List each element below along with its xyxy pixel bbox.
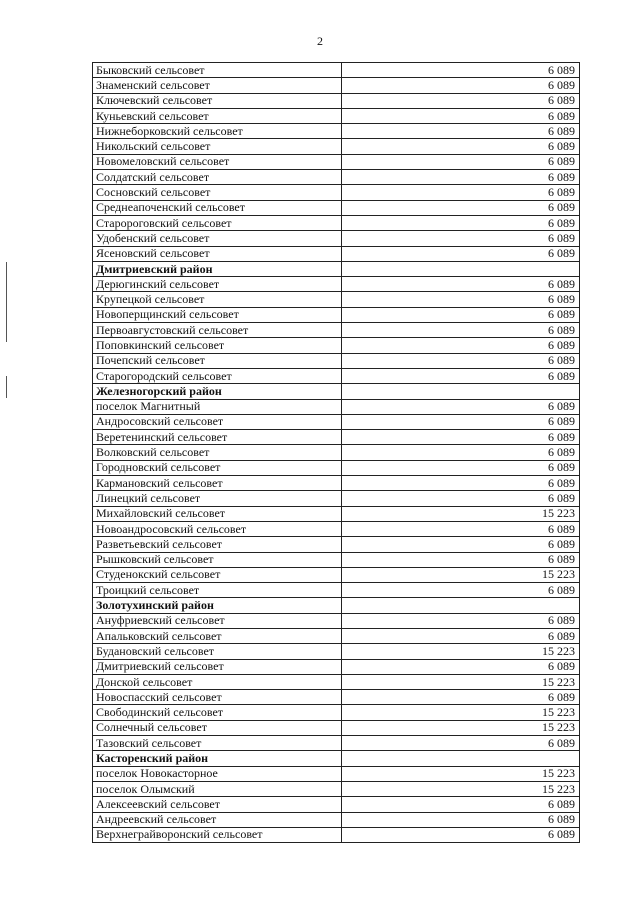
amount-cell: 6 089: [342, 78, 580, 93]
amount-cell: [342, 751, 580, 766]
municipality-name: Троицкий сельсовет: [93, 583, 342, 598]
table-row: [93, 154, 580, 169]
table-body: [93, 63, 580, 843]
table-row: [93, 307, 580, 322]
table-row: [93, 659, 580, 674]
table-row: [93, 781, 580, 796]
table-row: [93, 231, 580, 246]
municipality-name: Новоандросовский сельсовет: [93, 521, 342, 536]
table-row: [93, 476, 580, 491]
table-row: [93, 613, 580, 628]
municipality-name: Михайловский сельсовет: [93, 506, 342, 521]
amount-cell: 15 223: [342, 674, 580, 689]
amount-cell: 6 089: [342, 215, 580, 230]
amount-cell: 15 223: [342, 705, 580, 720]
table-row: [93, 827, 580, 842]
amount-cell: 6 089: [342, 108, 580, 123]
amount-cell: 6 089: [342, 736, 580, 751]
municipality-name: Ключевский сельсовет: [93, 93, 342, 108]
municipality-name: Студенокский сельсовет: [93, 567, 342, 582]
municipality-name: Новомеловский сельсовет: [93, 154, 342, 169]
municipality-name: Разветьевский сельсовет: [93, 537, 342, 552]
table-row: [93, 338, 580, 353]
district-header-row: [93, 598, 580, 613]
municipality-name: Старогородский сельсовет: [93, 368, 342, 383]
table-row: [93, 63, 580, 78]
amount-cell: 6 089: [342, 399, 580, 414]
amount-cell: 6 089: [342, 353, 580, 368]
amount-cell: 6 089: [342, 690, 580, 705]
municipality-name: Никольский сельсовет: [93, 139, 342, 154]
amount-cell: 6 089: [342, 323, 580, 338]
municipality-name: Среднеапоченский сельсовет: [93, 200, 342, 215]
amount-cell: 6 089: [342, 521, 580, 536]
table-row: [93, 491, 580, 506]
amount-cell: 15 223: [342, 644, 580, 659]
municipality-name: Знаменский сельсовет: [93, 78, 342, 93]
amount-cell: 6 089: [342, 552, 580, 567]
municipality-name: поселок Магнитный: [93, 399, 342, 414]
margin-mark: [6, 262, 7, 342]
district-name: Касторенский район: [93, 751, 342, 766]
municipality-name: Дерюгинский сельсовет: [93, 277, 342, 292]
table-row: [93, 215, 580, 230]
municipality-name: Старороговский сельсовет: [93, 215, 342, 230]
amount-cell: 6 089: [342, 200, 580, 215]
amount-cell: [342, 384, 580, 399]
municipality-name: Дмитриевский сельсовет: [93, 659, 342, 674]
municipality-name: Апальковский сельсовет: [93, 628, 342, 643]
district-name: Дмитриевский район: [93, 261, 342, 276]
table-row: [93, 445, 580, 460]
amount-cell: [342, 598, 580, 613]
district-name: Железногорский район: [93, 384, 342, 399]
municipality-name: Первоавгустовский сельсовет: [93, 323, 342, 338]
municipality-name: Кармановский сельсовет: [93, 476, 342, 491]
municipality-name: Андросовский сельсовет: [93, 414, 342, 429]
amount-cell: 6 089: [342, 414, 580, 429]
amount-cell: 6 089: [342, 827, 580, 842]
table-row: [93, 812, 580, 827]
amount-cell: 6 089: [342, 659, 580, 674]
amount-cell: 15 223: [342, 781, 580, 796]
amount-cell: 6 089: [342, 476, 580, 491]
municipality-name: Поповкинский сельсовет: [93, 338, 342, 353]
municipality-name: Будановский сельсовет: [93, 644, 342, 659]
municipality-name: Сосновский сельсовет: [93, 185, 342, 200]
municipality-name: Свободинский сельсовет: [93, 705, 342, 720]
municipality-name: Новоперщинский сельсовет: [93, 307, 342, 322]
table-row: [93, 108, 580, 123]
municipality-name: Алексеевский сельсовет: [93, 797, 342, 812]
amount-cell: 6 089: [342, 628, 580, 643]
municipality-name: Ануфриевский сельсовет: [93, 613, 342, 628]
table-row: [93, 537, 580, 552]
amount-cell: 6 089: [342, 277, 580, 292]
municipality-name: поселок Новокасторное: [93, 766, 342, 781]
table-row: [93, 399, 580, 414]
municipality-name: Тазовский сельсовет: [93, 736, 342, 751]
amount-cell: 6 089: [342, 812, 580, 827]
table-row: [93, 797, 580, 812]
amount-cell: 6 089: [342, 583, 580, 598]
municipality-name: Куньевский сельсовет: [93, 108, 342, 123]
amount-cell: 6 089: [342, 63, 580, 78]
amount-cell: 15 223: [342, 506, 580, 521]
table-row: [93, 736, 580, 751]
allocation-table: [92, 62, 580, 843]
table-row: [93, 353, 580, 368]
amount-cell: 6 089: [342, 430, 580, 445]
table-row: [93, 460, 580, 475]
table-row: [93, 185, 580, 200]
table-row: [93, 277, 580, 292]
table-row: [93, 567, 580, 582]
municipality-name: Верхнеграйворонский сельсовет: [93, 827, 342, 842]
table-row: [93, 93, 580, 108]
amount-cell: 6 089: [342, 185, 580, 200]
page-number: 2: [317, 34, 323, 48]
amount-cell: 15 223: [342, 720, 580, 735]
amount-cell: [342, 261, 580, 276]
district-header-row: [93, 261, 580, 276]
table-row: [93, 705, 580, 720]
table-row: [93, 323, 580, 338]
table-row: [93, 430, 580, 445]
amount-cell: 6 089: [342, 797, 580, 812]
table-row: [93, 246, 580, 261]
amount-cell: 6 089: [342, 170, 580, 185]
municipality-name: Крупецкой сельсовет: [93, 292, 342, 307]
amount-cell: 6 089: [342, 93, 580, 108]
amount-cell: 6 089: [342, 154, 580, 169]
municipality-name: Андреевский сельсовет: [93, 812, 342, 827]
amount-cell: 6 089: [342, 246, 580, 261]
table-row: [93, 200, 580, 215]
municipality-name: Донской сельсовет: [93, 674, 342, 689]
municipality-name: Ясеновский сельсовет: [93, 246, 342, 261]
amount-cell: 6 089: [342, 613, 580, 628]
table-row: [93, 78, 580, 93]
municipality-name: Удобенский сельсовет: [93, 231, 342, 246]
table-row: [93, 720, 580, 735]
table-row: [93, 414, 580, 429]
municipality-name: Рышковский сельсовет: [93, 552, 342, 567]
table-row: [93, 644, 580, 659]
amount-cell: 15 223: [342, 567, 580, 582]
table-row: [93, 170, 580, 185]
municipality-name: Почепский сельсовет: [93, 353, 342, 368]
table-row: [93, 552, 580, 567]
municipality-name: Волковский сельсовет: [93, 445, 342, 460]
amount-cell: 6 089: [342, 445, 580, 460]
municipality-name: Линецкий сельсовет: [93, 491, 342, 506]
amount-cell: 15 223: [342, 766, 580, 781]
amount-cell: 6 089: [342, 460, 580, 475]
amount-cell: 6 089: [342, 368, 580, 383]
table-row: [93, 690, 580, 705]
table-row: [93, 674, 580, 689]
municipality-name: Быковский сельсовет: [93, 63, 342, 78]
district-name: Золотухинский район: [93, 598, 342, 613]
amount-cell: 6 089: [342, 338, 580, 353]
amount-cell: 6 089: [342, 491, 580, 506]
table-row: [93, 139, 580, 154]
amount-cell: 6 089: [342, 231, 580, 246]
municipality-name: Веретенинский сельсовет: [93, 430, 342, 445]
margin-mark: [6, 376, 7, 398]
table-row: [93, 766, 580, 781]
municipality-name: Новоспасский сельсовет: [93, 690, 342, 705]
table-row: [93, 583, 580, 598]
amount-cell: 6 089: [342, 537, 580, 552]
table-row: [93, 628, 580, 643]
amount-cell: 6 089: [342, 292, 580, 307]
municipality-name: Солнечный сельсовет: [93, 720, 342, 735]
district-header-row: [93, 751, 580, 766]
table-row: [93, 506, 580, 521]
table-row: [93, 124, 580, 139]
table-row: [93, 368, 580, 383]
amount-cell: 6 089: [342, 307, 580, 322]
table-row: [93, 292, 580, 307]
municipality-name: Нижнеборковский сельсовет: [93, 124, 342, 139]
municipality-name: Городновский сельсовет: [93, 460, 342, 475]
municipality-name: Солдатский сельсовет: [93, 170, 342, 185]
table-row: [93, 521, 580, 536]
amount-cell: 6 089: [342, 124, 580, 139]
amount-cell: 6 089: [342, 139, 580, 154]
municipality-name: поселок Олымский: [93, 781, 342, 796]
district-header-row: [93, 384, 580, 399]
